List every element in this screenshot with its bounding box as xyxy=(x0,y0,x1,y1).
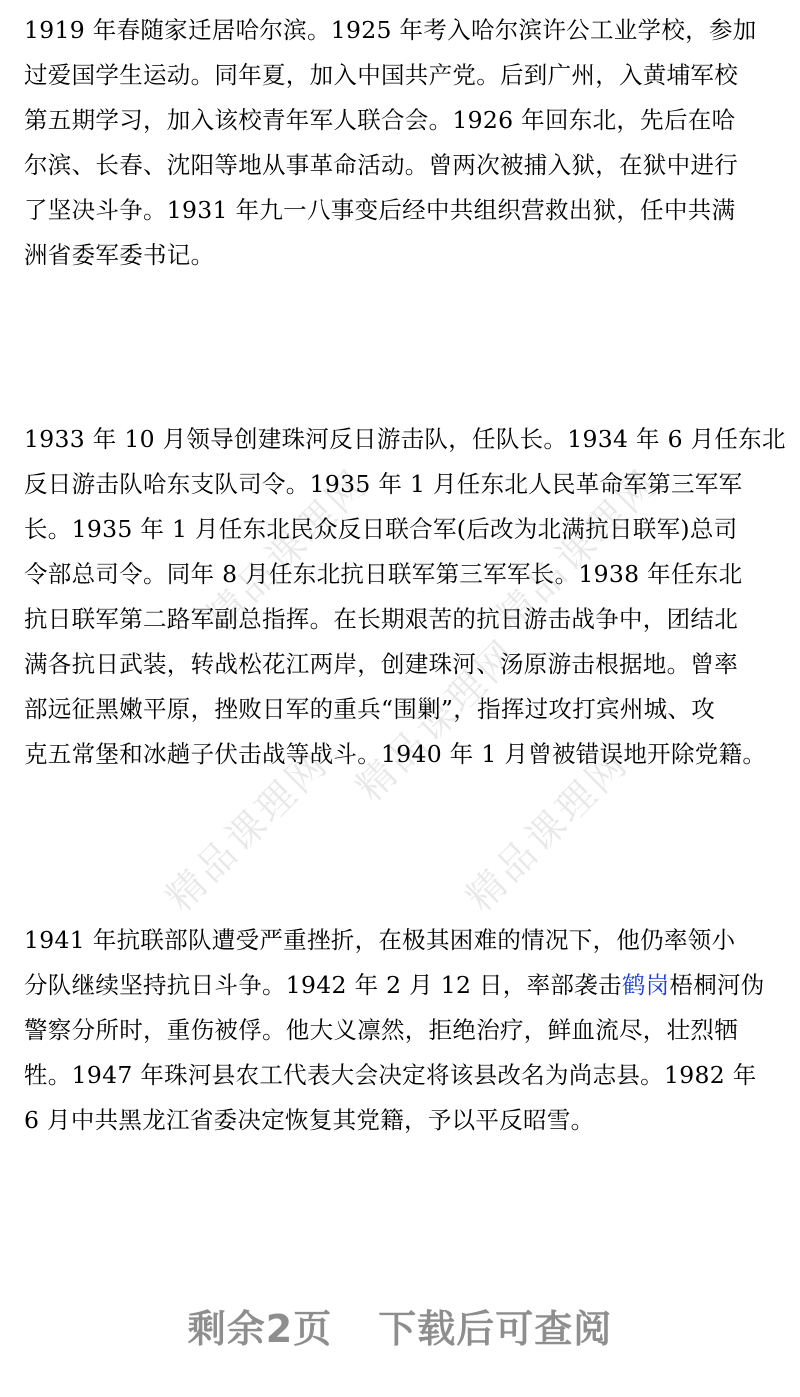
text-line: 过爱国学生运动。同年夏，加入中国共产党。后到广州，入黄埔军校 xyxy=(24,61,738,89)
paragraph-1 xyxy=(24,8,784,278)
text-line: 1941 年抗联部队遭受严重挫折，在极其困难的情况下，他仍率领小 xyxy=(24,926,736,954)
watermark: 精品课理网 xyxy=(197,460,378,640)
paragraph-3 xyxy=(24,918,784,1143)
paragraph-2 xyxy=(24,417,784,777)
hegang-link[interactable]: 鹤岗 xyxy=(621,971,670,999)
text-line: 1919 年春随家迁居哈尔滨。1925 年考入哈尔滨许公工业学校，参加 xyxy=(24,16,757,44)
text-line: 部远征黑嫩平原，挫败日军的重兵“围剿”，指挥过攻打宾州城、攻 xyxy=(24,695,716,723)
watermark: 精品课理网 xyxy=(487,460,668,640)
text-line: 抗日联军第二路军副总指挥。在长期艰苦的抗日游击战争中，团结北 xyxy=(24,605,738,633)
text-segment: 分队继续坚持抗日斗争。1942 年 2 月 12 日，率部袭击 xyxy=(24,971,622,999)
text-line: 令部总司令。同年 8 月任东北抗日联军第三军军长。1938 年任东北 xyxy=(24,560,743,588)
text-line: 1933 年 10 月领导创建珠河反日游击队，任队长。1934 年 6 月任东北 xyxy=(24,425,786,453)
text-line: 长。1935 年 1 月任东北民众反日联合军(后改为北满抗日联军)总司 xyxy=(24,515,738,543)
text-line: 6 月中共黑龙江省委决定恢复其党籍，予以平反昭雪。 xyxy=(24,1106,595,1134)
text-line: 牲。1947 年珠河县农工代表大会决定将该县改名为尚志县。1982 年 xyxy=(24,1061,757,1089)
watermark: 精品课理网 xyxy=(347,630,528,810)
text-line: 警察分所时，重伤被俘。他大义凛然，拒绝治疗，鲜血流尽，壮烈牺 xyxy=(24,1016,738,1044)
text-line: 满各抗日武装，转战松花江两岸，创建珠河、汤原游击根据地。曾率 xyxy=(24,650,738,678)
remaining-pages-label: 剩余2页 xyxy=(187,1307,333,1351)
text-line: 了坚决斗争。1931 年九一八事变后经中共组织营救出狱，任中共满 xyxy=(24,196,736,224)
text-line: 第五期学习，加入该校青年军人联合会。1926 年回东北，先后在哈 xyxy=(24,106,736,134)
text-line: 反日游击队哈东支队司令。1935 年 1 月任东北人民革命军第三军军 xyxy=(24,470,743,498)
download-to-view-label: 下载后可查阅 xyxy=(378,1307,613,1351)
download-prompt[interactable] xyxy=(0,1298,800,1353)
watermark: 精品课理网 xyxy=(457,740,638,920)
text-line: 克五常堡和冰趟子伏击战等战斗。1940 年 1 月曾被错误地开除党籍。 xyxy=(24,740,767,768)
watermark: 精品课理网 xyxy=(157,740,338,920)
text-line: 洲省委军委书记。 xyxy=(24,241,215,269)
text-segment: 梧桐河伪 xyxy=(669,971,765,999)
text-line: 尔滨、长春、沈阳等地从事革命活动。曾两次被捕入狱，在狱中进行 xyxy=(24,151,738,179)
text-line xyxy=(24,963,784,1008)
